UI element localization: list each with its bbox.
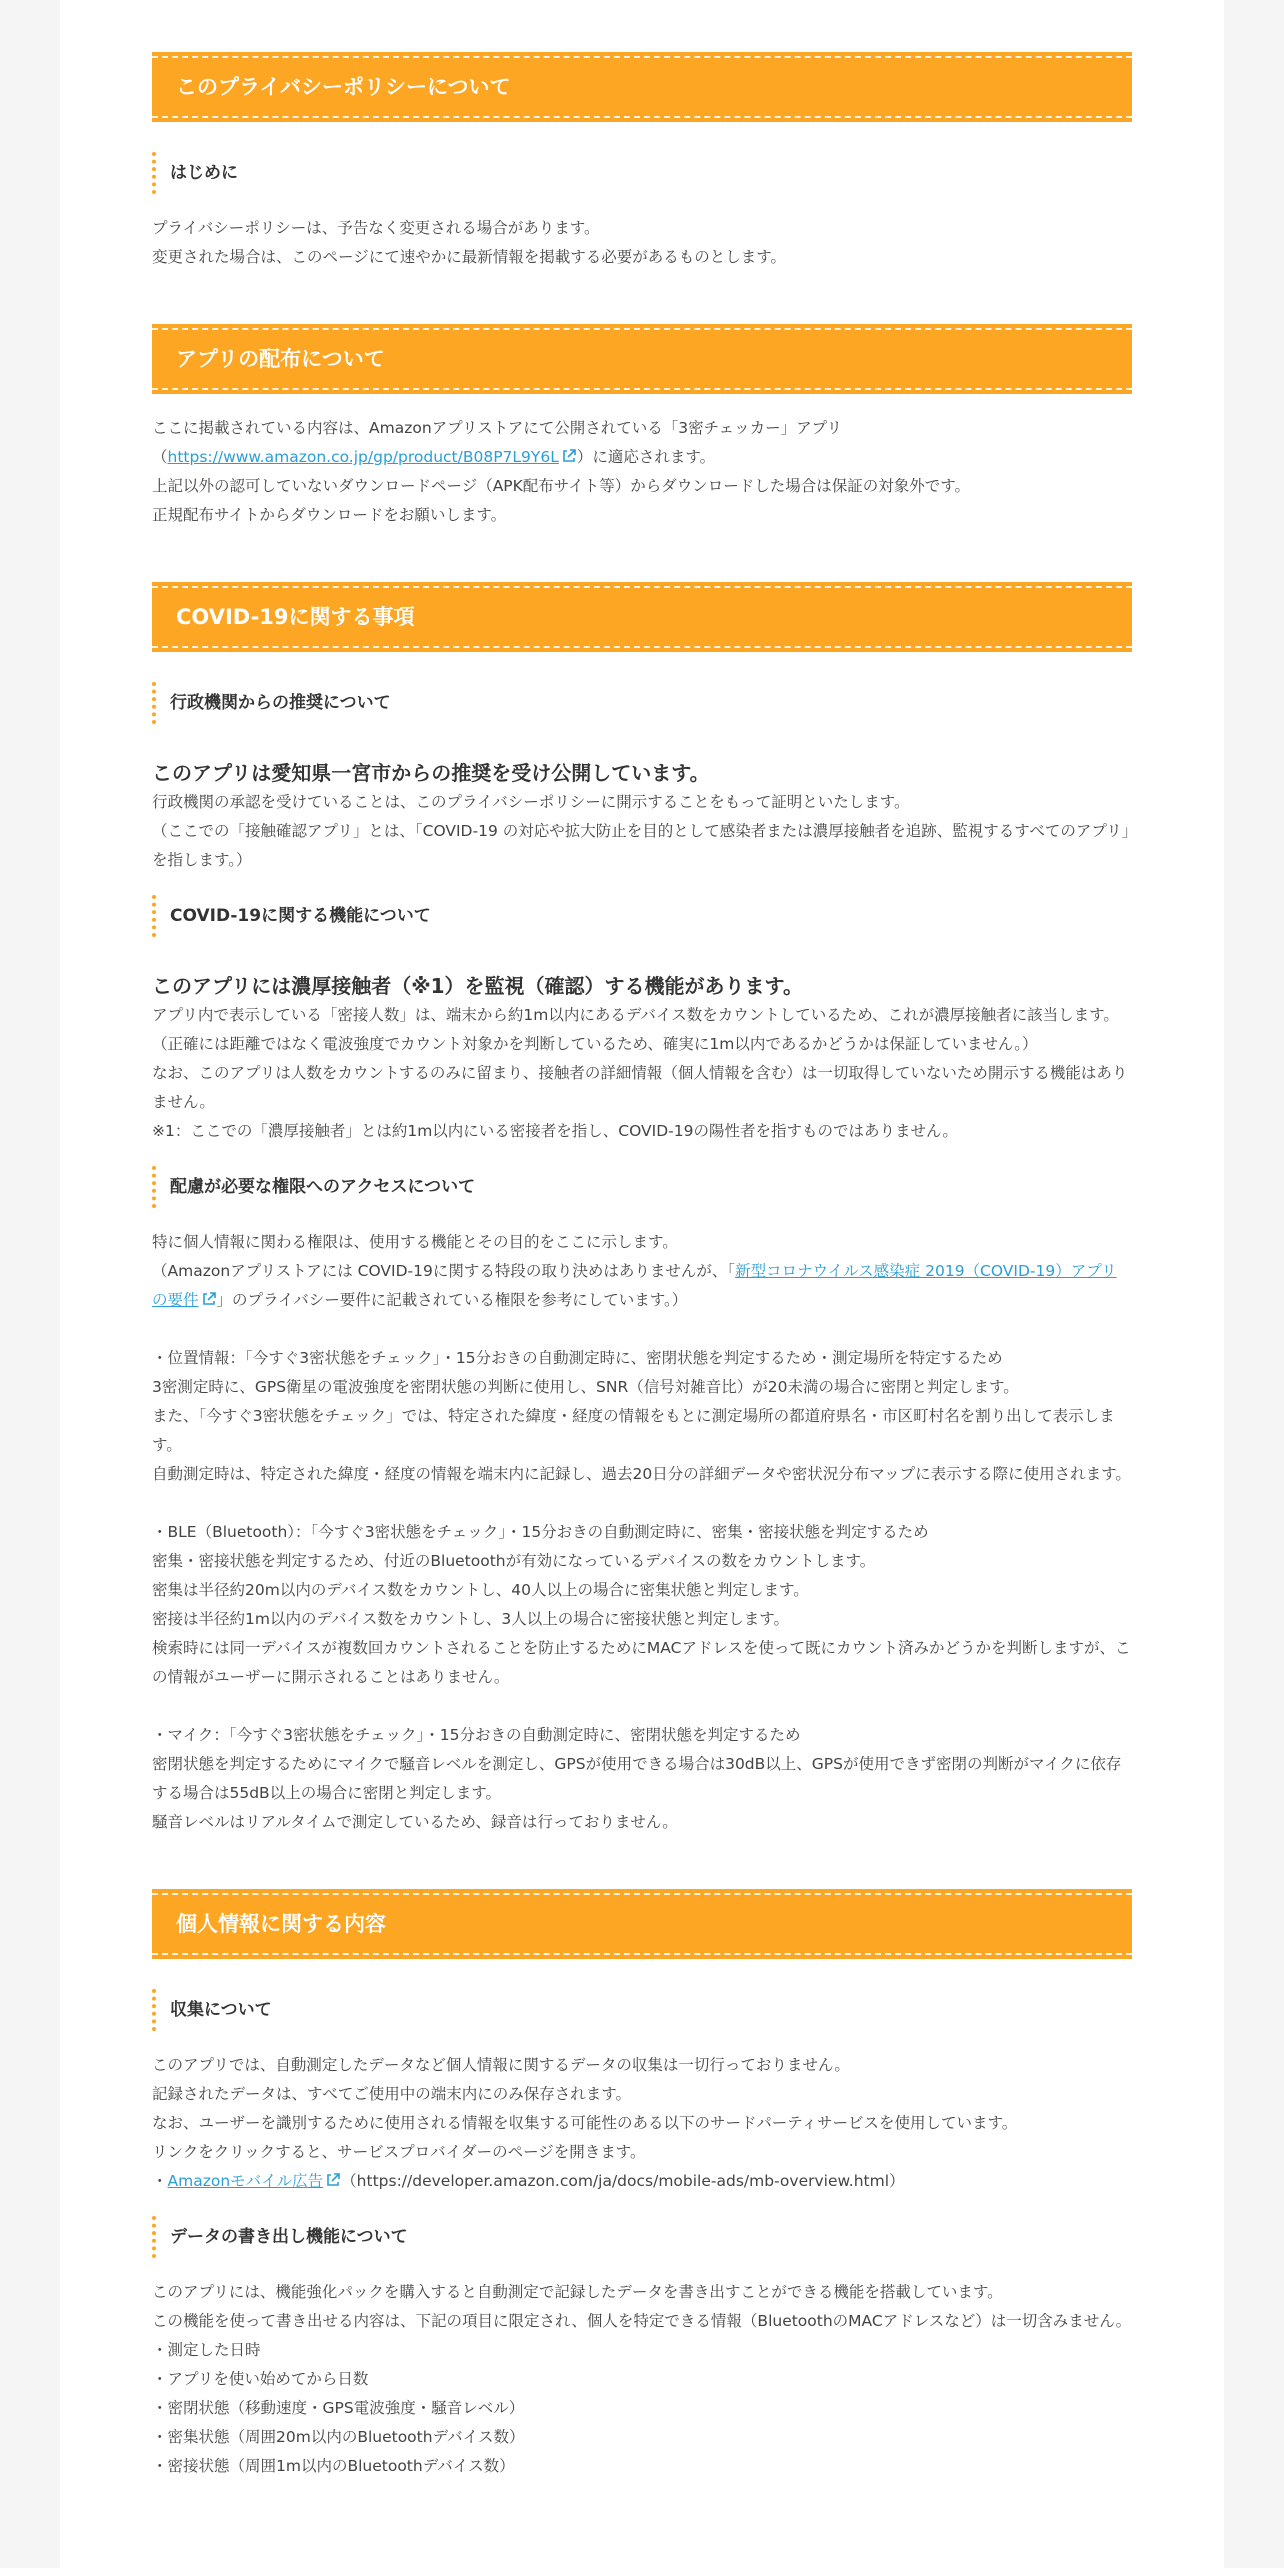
- export-line-1: このアプリには、機能強化パックを購入すると自動測定で記録したデータを書き出すことができる機能を搭載しています。: [152, 2283, 1003, 2301]
- export-item-days: ・アプリを使い始めてから日数: [152, 2370, 369, 2388]
- external-link-icon[interactable]: [561, 448, 577, 464]
- external-link-icon[interactable]: [325, 2172, 341, 2188]
- collection-line-3: なお、ユーザーを識別するために使用される情報を収集する可能性のある以下のサードパーティサービスを使用しています。: [152, 2114, 1018, 2132]
- section-heading-distribution: アプリの配布について: [152, 324, 1132, 394]
- export-item-datetime: ・測定した日時: [152, 2341, 261, 2359]
- distribution-line-2: [152, 443, 1132, 472]
- ble-line-1: ・BLE（Bluetooth）：「今すぐ3密状態をチェック」・15分おきの自動測定時に、密集・密接状態を判定するため: [152, 1523, 929, 1541]
- ads-bullet: ・: [152, 2172, 168, 2190]
- features-line-4: ※1：ここでの「濃厚接触者」とは約1m以内にいる密接者を指し、COVID-19の陽性者を指すものではありません。: [152, 1122, 958, 1140]
- permissions-line-2-post: 」のプライバシー要件に記載されている権限を参考にしています。）: [216, 1291, 688, 1309]
- collection-line-2: 記録されたデータは、すべてご使用中の端末内にのみ保存されます。: [152, 2085, 631, 2103]
- gov-line-2: （ここでの「接触確認アプリ」とは、「COVID-19 の対応や拡大防止を目的として感染者または濃厚接触者を追跡、監視するすべてのアプリ」を指します。）: [152, 822, 1130, 869]
- subheading-collection: 収集について: [152, 1989, 1132, 2031]
- collection-line-4: リンクをクリックすると、サービスプロバイダーのページを開きます。: [152, 2143, 646, 2161]
- export-item-close-contact: ・密接状態（周囲1m以内のBluetoothデバイス数）: [152, 2457, 515, 2475]
- mic-line-3: 騒音レベルはリアルタイムで測定しているため、録音は行っておりません。: [152, 1813, 678, 1831]
- ble-line-2: 密集・密接状態を判定するため、付近のBluetoothが有効になっているデバイスの数をカウントします。: [152, 1552, 876, 1570]
- section-heading-about: このプライバシーポリシーについて: [152, 52, 1132, 122]
- distribution-line-2-post: ）に適応されます。: [576, 448, 716, 466]
- distribution-line-3: 上記以外の認可していないダウンロードページ（APK配布サイト等）からダウンロードした場合は保証の対象外です。: [152, 477, 970, 495]
- page-container: [60, 0, 1224, 2568]
- permissions-line-2-pre: （Amazonアプリストアには COVID-19に関する特段の取り決めはありませんが、「: [152, 1262, 736, 1280]
- permissions-line-2: [152, 1257, 1132, 1315]
- content: [152, 52, 1132, 2481]
- subheading-export: データの書き出し機能について: [152, 2216, 1132, 2258]
- amazon-mobile-ads-link[interactable]: Amazonモバイル広告: [167, 2172, 324, 2190]
- location-line-1: ・位置情報：「今すぐ3密状態をチェック」・15分おきの自動測定時に、密閉状態を判定するため・測定場所を特定するため: [152, 1349, 1003, 1367]
- export-line-2: この機能を使って書き出せる内容は、下記の項目に限定され、個人を特定できる情報（BluetoothのMACアドレスなど）は一切含みません。: [152, 2312, 1132, 2330]
- subheading-features: COVID-19に関する機能について: [152, 895, 1132, 937]
- subheading-permissions: 配慮が必要な権限へのアクセスについて: [152, 1166, 1132, 1208]
- subheading-gov: 行政機関からの推奨について: [152, 682, 1132, 724]
- features-lead: このアプリには濃厚接触者（※1）を監視（確認）する機能があります。: [152, 974, 803, 998]
- ble-line-5: 検索時には同一デバイスが複数回カウントされることを防止するためにMACアドレスを使って既にカウント済みかどうかを判断しますが、この情報がユーザーに開示されることはありません。: [152, 1639, 1131, 1686]
- location-line-2: 3密測定時に、GPS衛星の電波強度を密閉状態の判断に使用し、SNR（信号対雑音比）が20未満の場合に密閉と判定します。: [152, 1378, 1019, 1396]
- covid-requirements-link[interactable]: 新型コロナウイルス感染症 2019（COVID-19）アプリの要件: [152, 1262, 1117, 1309]
- intro-line-1: プライバシーポリシーは、予告なく変更される場合があります。: [152, 219, 600, 237]
- permissions-line-1: 特に個人情報に関わる権限は、使用する機能とその目的をここに示します。: [152, 1233, 678, 1251]
- subheading-intro: はじめに: [152, 152, 1132, 194]
- mic-line-1: ・マイク：「今すぐ3密状態をチェック」・15分おきの自動測定時に、密閉状態を判定するため: [152, 1726, 801, 1744]
- section-heading-personal: 個人情報に関する内容: [152, 1889, 1132, 1959]
- gov-lead: このアプリは愛知県一宮市からの推奨を受け公開しています。: [152, 761, 710, 785]
- location-line-3: また、「今すぐ3密状態をチェック」では、特定された緯度・経度の情報をもとに測定場所の都道府県名・市区町村名を割り出して表示します。: [152, 1407, 1115, 1454]
- features-line-3: なお、このアプリは人数をカウントするのみに留まり、接触者の詳細情報（個人情報を含む）は一切取得していないため開示する機能はありません。: [152, 1064, 1128, 1111]
- intro-line-2: 変更された場合は、このページにて速やかに最新情報を掲載する必要があるものとします。: [152, 248, 786, 266]
- features-line-1: アプリ内で表示している「密接人数」は、端末から約1m以内にあるデバイス数をカウントしているため、これが濃厚接触者に該当します。: [152, 1006, 1119, 1024]
- collection-line-1: このアプリでは、自動測定したデータなど個人情報に関するデータの収集は一切行っておりません。: [152, 2056, 850, 2074]
- ads-url-text: （https://developer.amazon.com/ja/docs/mobile-ads/mb-overview.html）: [341, 2172, 905, 2190]
- distribution-line-1: ここに掲載されている内容は、Amazonアプリストアにて公開されている「3密チェッカー」アプリ: [152, 419, 843, 437]
- gov-line-1: 行政機関の承認を受けていることは、このプライバシーポリシーに開示することをもって証明といたします。: [152, 793, 910, 811]
- mic-line-2: 密閉状態を判定するためにマイクで騒音レベルを測定し、GPSが使用できる場合は30dB以上、GPSが使用できず密閉の判断がマイクに依存する場合は55dB以上の場合に密閉と判定します。: [152, 1755, 1122, 1802]
- export-item-closed: ・密閉状態（移動速度・GPS電波強度・騒音レベル）: [152, 2399, 525, 2417]
- export-item-crowded: ・密集状態（周囲20m以内のBluetoothデバイス数）: [152, 2428, 525, 2446]
- collection-ads-line: [152, 2167, 1132, 2196]
- external-link-icon[interactable]: [201, 1291, 217, 1307]
- features-line-2: （正確には距離ではなく電波強度でカウント対象かを判断しているため、確実に1m以内であるかどうかは保証していません。）: [152, 1035, 1038, 1053]
- ble-line-4: 密接は半径約1m以内のデバイス数をカウントし、3人以上の場合に密接状態と判定します。: [152, 1610, 790, 1628]
- section-heading-covid: COVID-19に関する事項: [152, 582, 1132, 652]
- distribution-line-4: 正規配布サイトからダウンロードをお願いします。: [152, 506, 507, 524]
- amazon-app-link[interactable]: https://www.amazon.co.jp/gp/product/B08P7L9Y6L: [167, 448, 559, 466]
- distribution-line-2-pre: （: [152, 448, 168, 466]
- ble-line-3: 密集は半径約20m以内のデバイス数をカウントし、40人以上の場合に密集状態と判定します。: [152, 1581, 809, 1599]
- location-line-4: 自動測定時は、特定された緯度・経度の情報を端末内に記録し、過去20日分の詳細データや密状況分布マップに表示する際に使用されます。: [152, 1465, 1131, 1483]
